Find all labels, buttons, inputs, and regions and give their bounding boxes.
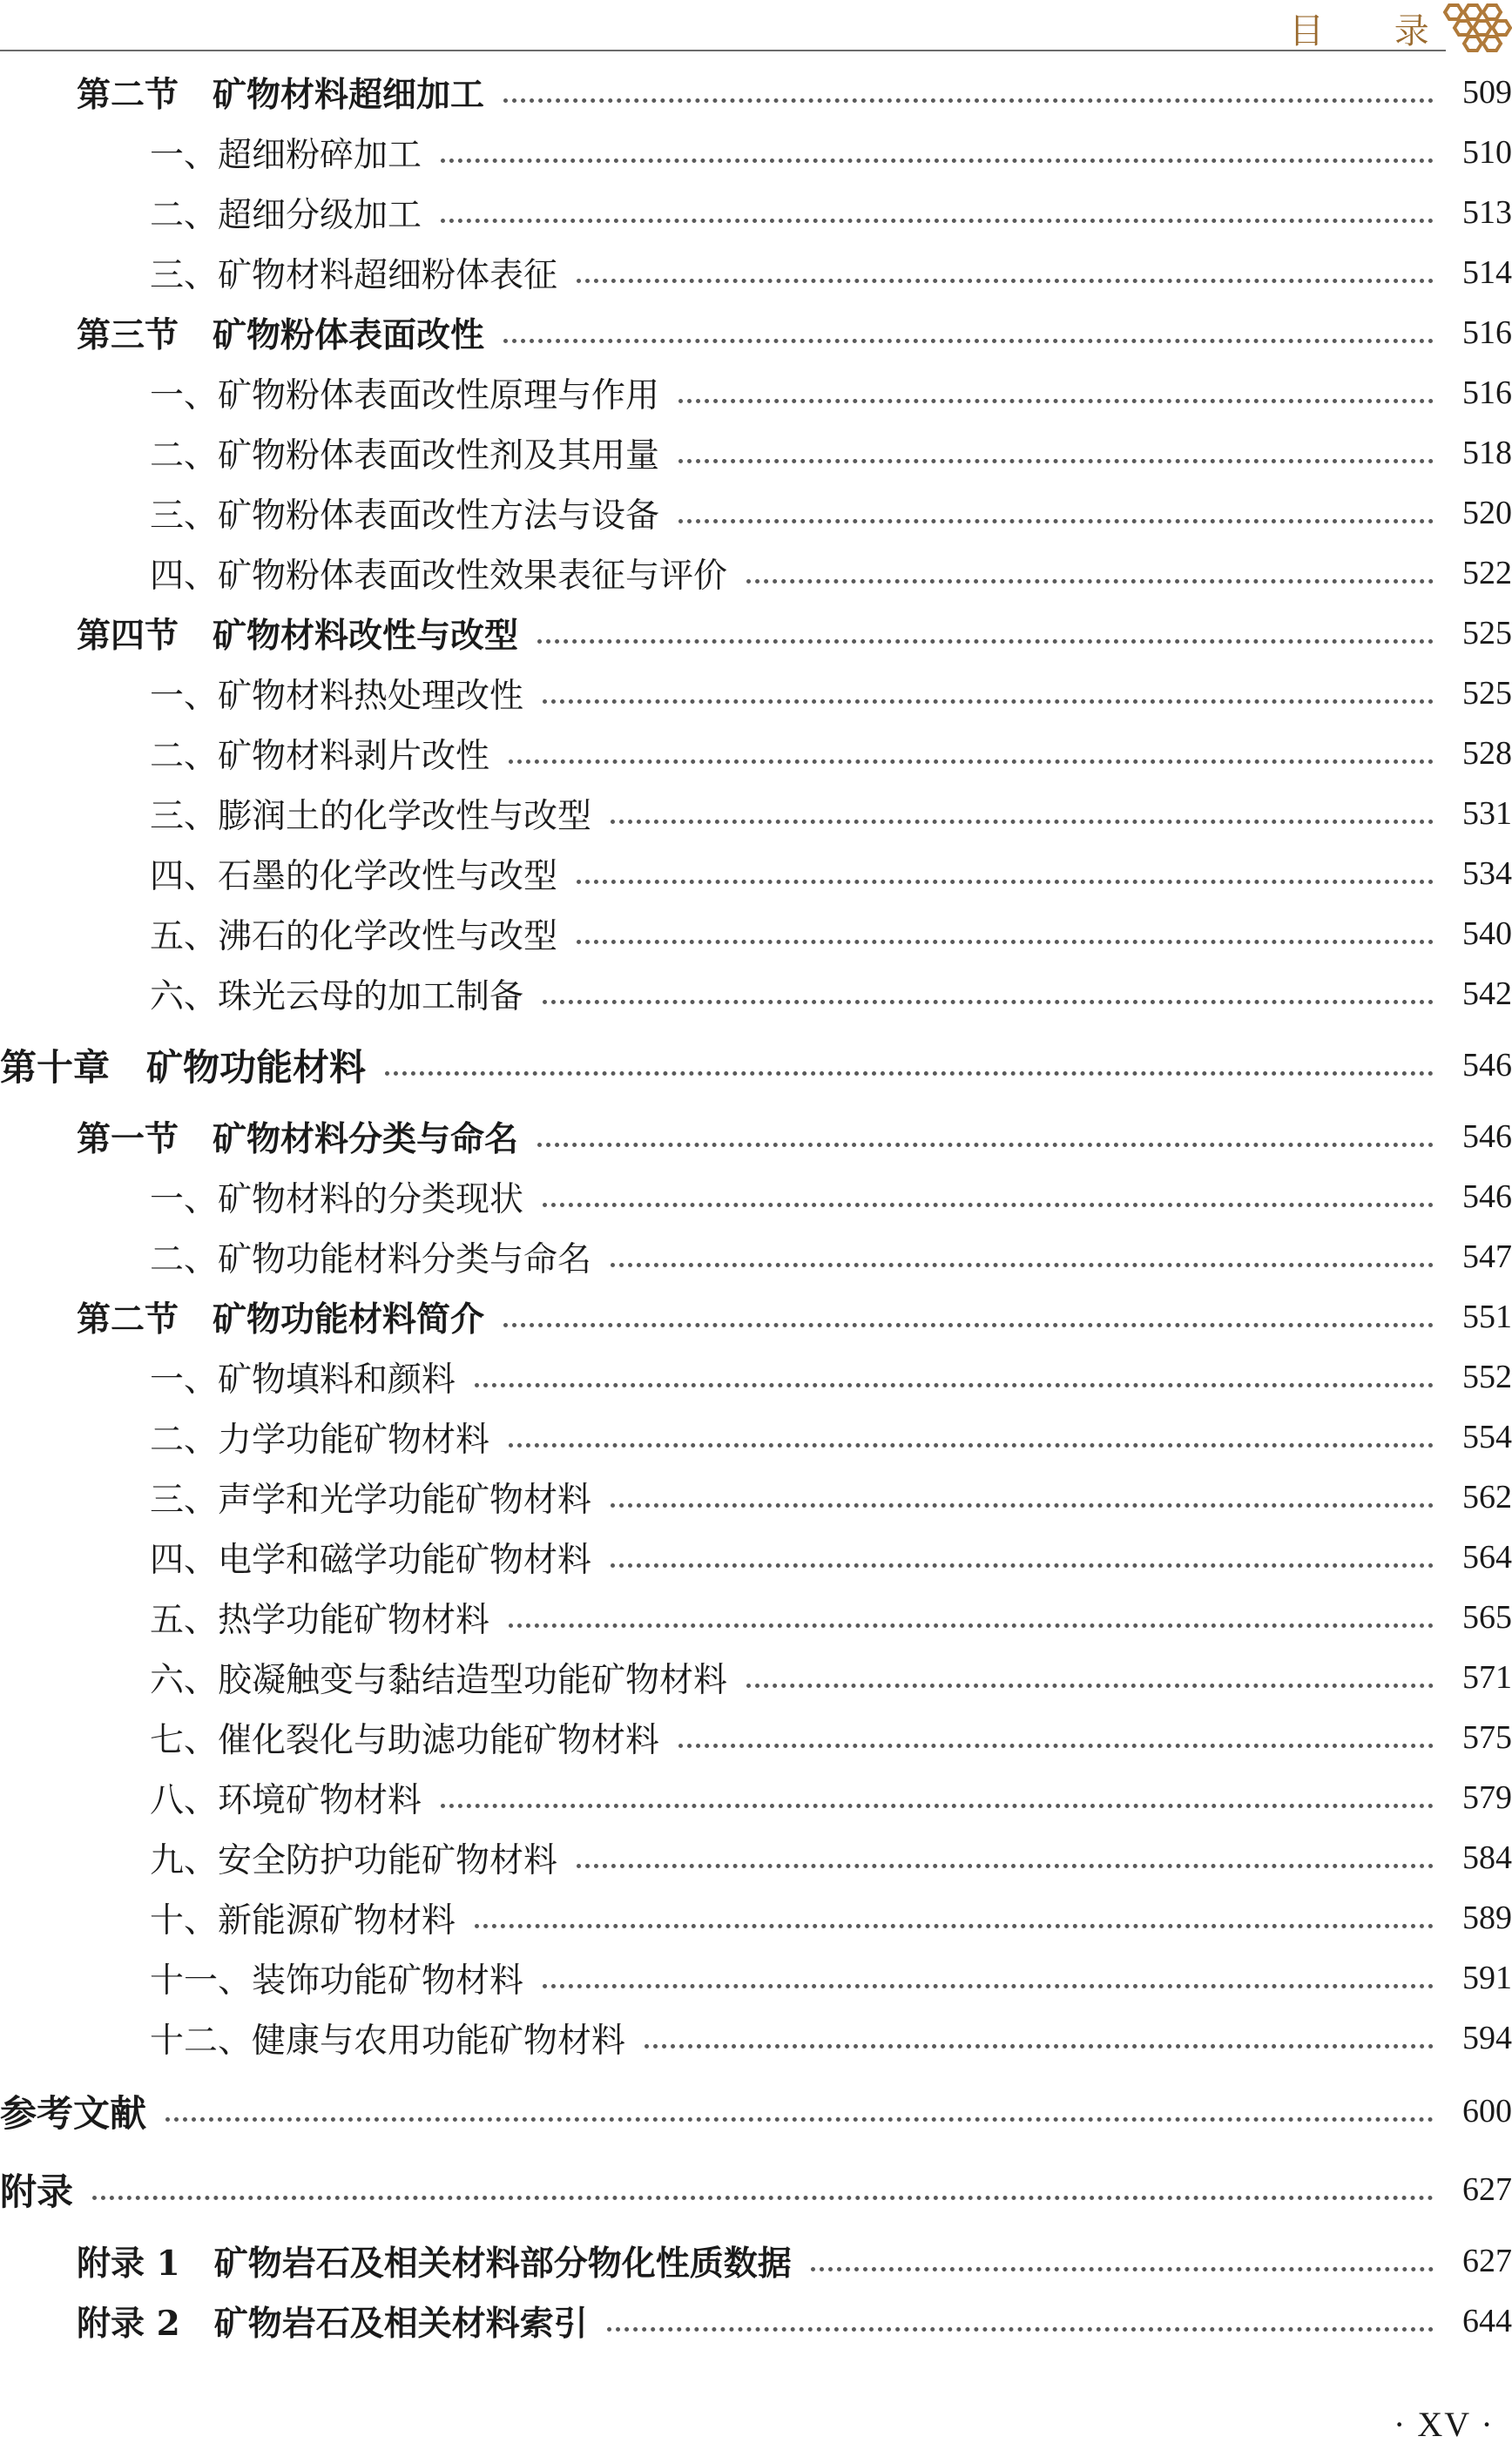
toc-entry-page: 644 (1462, 2303, 1512, 2339)
toc-entry-label: 参考文献 (0, 2092, 147, 2135)
toc-chapter-entry[interactable] (0, 1041, 1512, 1090)
dot-leader (537, 1143, 1434, 1147)
dot-leader (678, 1744, 1434, 1748)
dot-leader (503, 339, 1434, 343)
toc-entry-page: 516 (1462, 375, 1512, 411)
toc-entry-label: 第四节 矿物材料改性与改型 (77, 616, 519, 656)
dot-leader (543, 1203, 1434, 1207)
toc-entry-page: 594 (1462, 2020, 1512, 2056)
dot-leader (92, 2196, 1434, 2200)
toc-entry-label: 第二节 矿物材料超细加工 (77, 75, 485, 115)
toc-entry-label: 十二、健康与农用功能矿物材料 (150, 2021, 626, 2061)
toc-entry-page: 547 (1462, 1238, 1512, 1275)
toc-subsection-entry[interactable] (0, 1533, 1512, 1582)
toc-entry-page: 510 (1462, 134, 1512, 171)
toc-entry-label: 六、珠光云母的加工制备 (150, 977, 524, 1016)
dot-leader (543, 699, 1434, 704)
toc-entry-page: 554 (1462, 1419, 1512, 1455)
toc-entry-label: 四、矿物粉体表面改性效果表征与评价 (150, 557, 728, 596)
toc-entry-page: 584 (1462, 1839, 1512, 1876)
toc-entry-label: 第十章 矿物功能材料 (0, 1046, 367, 1089)
page-header (0, 0, 1512, 54)
toc-subsection-entry[interactable] (0, 1653, 1512, 1702)
toc-entry-label: 三、膨润土的化学改性与改型 (150, 797, 592, 836)
dot-leader (678, 399, 1434, 403)
toc-entry-label: 附录 2 矿物岩石及相关材料索引 (77, 2304, 588, 2344)
dot-leader (607, 2327, 1434, 2332)
header-rule (0, 50, 1446, 51)
dot-leader (645, 2044, 1434, 2048)
toc-subsection-entry[interactable] (0, 128, 1512, 177)
dot-leader (503, 98, 1434, 103)
toc-entry-label: 第一节 矿物材料分类与命名 (77, 1119, 519, 1159)
toc-entry-page: 520 (1462, 495, 1512, 531)
toc-entry-page: 525 (1462, 675, 1512, 712)
toc-entry-page: 600 (1462, 2093, 1512, 2129)
toc-subsection-entry[interactable] (0, 549, 1512, 597)
toc-section-entry[interactable] (0, 609, 1512, 658)
toc-entry-label: 附录 (0, 2170, 74, 2213)
toc-entry-page: 591 (1462, 1960, 1512, 1996)
toc-entry-page: 589 (1462, 1900, 1512, 1936)
toc-section-entry[interactable] (0, 68, 1512, 117)
dot-leader (577, 279, 1434, 283)
toc-subsection-entry[interactable] (0, 789, 1512, 838)
toc-entry-page: 579 (1462, 1779, 1512, 1816)
toc-subsection-entry[interactable] (0, 969, 1512, 1018)
toc-entry-page: 525 (1462, 615, 1512, 651)
toc-entry-label: 九、安全防护功能矿物材料 (150, 1841, 558, 1880)
dot-leader (509, 1443, 1434, 1448)
toc-section-entry[interactable] (0, 2237, 1512, 2285)
toc-subsection-entry[interactable] (0, 1593, 1512, 1642)
dot-leader (475, 1924, 1434, 1928)
toc-subsection-entry[interactable] (0, 1713, 1512, 1762)
toc-entry-page: 546 (1462, 1047, 1512, 1083)
toc-entry-page: 571 (1462, 1659, 1512, 1696)
toc-entry-label: 一、矿物材料热处理改性 (150, 677, 524, 716)
toc-entry-label: 四、石墨的化学改性与改型 (150, 857, 558, 896)
dot-leader (746, 579, 1434, 584)
toc-entry-page: 509 (1462, 74, 1512, 111)
toc-entry-page: 627 (1462, 2243, 1512, 2279)
dot-leader (385, 1071, 1434, 1076)
toc-subsection-entry[interactable] (0, 248, 1512, 297)
toc-section-entry[interactable] (0, 308, 1512, 357)
toc-entry-page: 562 (1462, 1479, 1512, 1515)
dot-leader (441, 159, 1434, 163)
dot-leader (611, 1263, 1434, 1267)
toc-subsection-entry[interactable] (0, 909, 1512, 958)
toc-entry-page: 531 (1462, 795, 1512, 832)
dot-leader (577, 880, 1434, 884)
toc-entry-label: 六、胶凝触变与黏结造型功能矿物材料 (150, 1661, 728, 1700)
toc-entry-page: 546 (1462, 1118, 1512, 1155)
toc-entry-label: 五、热学功能矿物材料 (150, 1601, 490, 1640)
dot-leader (678, 519, 1434, 523)
toc-entry-label: 十一、装饰功能矿物材料 (150, 1961, 524, 2001)
toc-entry-page: 518 (1462, 435, 1512, 471)
toc-entry-label: 十、新能源矿物材料 (150, 1901, 456, 1940)
toc-subsection-entry[interactable] (0, 368, 1512, 417)
toc-entry-page: 513 (1462, 194, 1512, 231)
toc-subsection-entry[interactable] (0, 489, 1512, 537)
toc-entry-label: 二、矿物粉体表面改性剂及其用量 (150, 436, 660, 476)
toc-entry-page: 546 (1462, 1178, 1512, 1215)
dot-leader (537, 639, 1434, 644)
toc-subsection-entry[interactable] (0, 849, 1512, 898)
toc-entry-label: 八、环境矿物材料 (150, 1781, 422, 1820)
toc-entry-label: 第二节 矿物功能材料简介 (77, 1299, 485, 1340)
toc-entry-label: 二、力学功能矿物材料 (150, 1421, 490, 1460)
toc-entry-label: 七、催化裂化与助滤功能矿物材料 (150, 1721, 660, 1760)
dot-leader (611, 820, 1434, 824)
toc-subsection-entry[interactable] (0, 429, 1512, 477)
toc-subsection-entry[interactable] (0, 1232, 1512, 1281)
running-title: 目 录 (1289, 11, 1459, 51)
dot-leader (509, 1623, 1434, 1628)
toc-entry-page: 542 (1462, 975, 1512, 1012)
toc-subsection-entry[interactable] (0, 669, 1512, 718)
honeycomb-icon (1437, 0, 1512, 54)
dot-leader (811, 2267, 1434, 2271)
toc-entry-label: 二、矿物功能材料分类与命名 (150, 1240, 592, 1279)
toc-entry-label: 一、矿物填料和颜料 (150, 1360, 456, 1400)
page-number: · XV · (1394, 2405, 1495, 2444)
toc-entry-page: 552 (1462, 1359, 1512, 1395)
toc-entry-label: 一、矿物材料的分类现状 (150, 1180, 524, 1219)
dot-leader (165, 2117, 1434, 2122)
toc-chapter-entry[interactable] (0, 2165, 1512, 2214)
toc-chapter-entry[interactable] (0, 2087, 1512, 2136)
dot-leader (509, 759, 1434, 764)
toc-entry-label: 五、沸石的化学改性与改型 (150, 917, 558, 956)
toc-entry-page: 564 (1462, 1539, 1512, 1576)
dot-leader (543, 1984, 1434, 1988)
toc-entry-label: 二、矿物材料剥片改性 (150, 737, 490, 776)
toc-entry-label: 一、超细粉碎加工 (150, 136, 422, 175)
toc-section-entry[interactable] (0, 1292, 1512, 1341)
toc-subsection-entry[interactable] (0, 1954, 1512, 2002)
toc-entry-label: 三、矿物材料超细粉体表征 (150, 256, 558, 295)
toc-entry-page: 534 (1462, 855, 1512, 892)
dot-leader (678, 459, 1434, 463)
dot-leader (543, 1000, 1434, 1004)
toc-entry-page: 565 (1462, 1599, 1512, 1636)
dot-leader (577, 1864, 1434, 1868)
dot-leader (611, 1503, 1434, 1508)
dot-leader (441, 1804, 1434, 1808)
toc-entry-label: 一、矿物粉体表面改性原理与作用 (150, 376, 660, 415)
toc-entry-label: 四、电学和磁学功能矿物材料 (150, 1541, 592, 1580)
toc-entry-page: 551 (1462, 1299, 1512, 1335)
dot-leader (611, 1563, 1434, 1568)
dot-leader (441, 219, 1434, 223)
toc-subsection-entry[interactable] (0, 1172, 1512, 1221)
toc-entry-page: 540 (1462, 915, 1512, 952)
toc-subsection-entry[interactable] (0, 1773, 1512, 1822)
toc-subsection-entry[interactable] (0, 2014, 1512, 2062)
dot-leader (475, 1383, 1434, 1387)
toc-entry-page: 522 (1462, 555, 1512, 591)
toc-subsection-entry[interactable] (0, 1353, 1512, 1401)
toc-section-entry[interactable] (0, 2297, 1512, 2345)
dot-leader (746, 1684, 1434, 1688)
toc-subsection-entry[interactable] (0, 1413, 1512, 1461)
toc-entry-label: 第三节 矿物粉体表面改性 (77, 315, 485, 355)
toc-entry-page: 514 (1462, 254, 1512, 291)
toc-entry-label: 二、超细分级加工 (150, 196, 422, 235)
toc-entry-page: 575 (1462, 1719, 1512, 1756)
toc-entry-page: 528 (1462, 735, 1512, 772)
toc-section-entry[interactable] (0, 1112, 1512, 1161)
dot-leader (577, 940, 1434, 944)
toc-entry-label: 三、声学和光学功能矿物材料 (150, 1481, 592, 1520)
toc-entry-page: 627 (1462, 2171, 1512, 2208)
toc-subsection-entry[interactable] (0, 1473, 1512, 1522)
toc-subsection-entry[interactable] (0, 729, 1512, 778)
toc-subsection-entry[interactable] (0, 1833, 1512, 1882)
toc-entry-label: 三、矿物粉体表面改性方法与设备 (150, 496, 660, 536)
dot-leader (503, 1323, 1434, 1327)
toc-entry-label: 附录 1 矿物岩石及相关材料部分物化性质数据 (77, 2244, 792, 2284)
toc-entry-page: 516 (1462, 314, 1512, 351)
toc-subsection-entry[interactable] (0, 188, 1512, 237)
toc-subsection-entry[interactable] (0, 1893, 1512, 1942)
